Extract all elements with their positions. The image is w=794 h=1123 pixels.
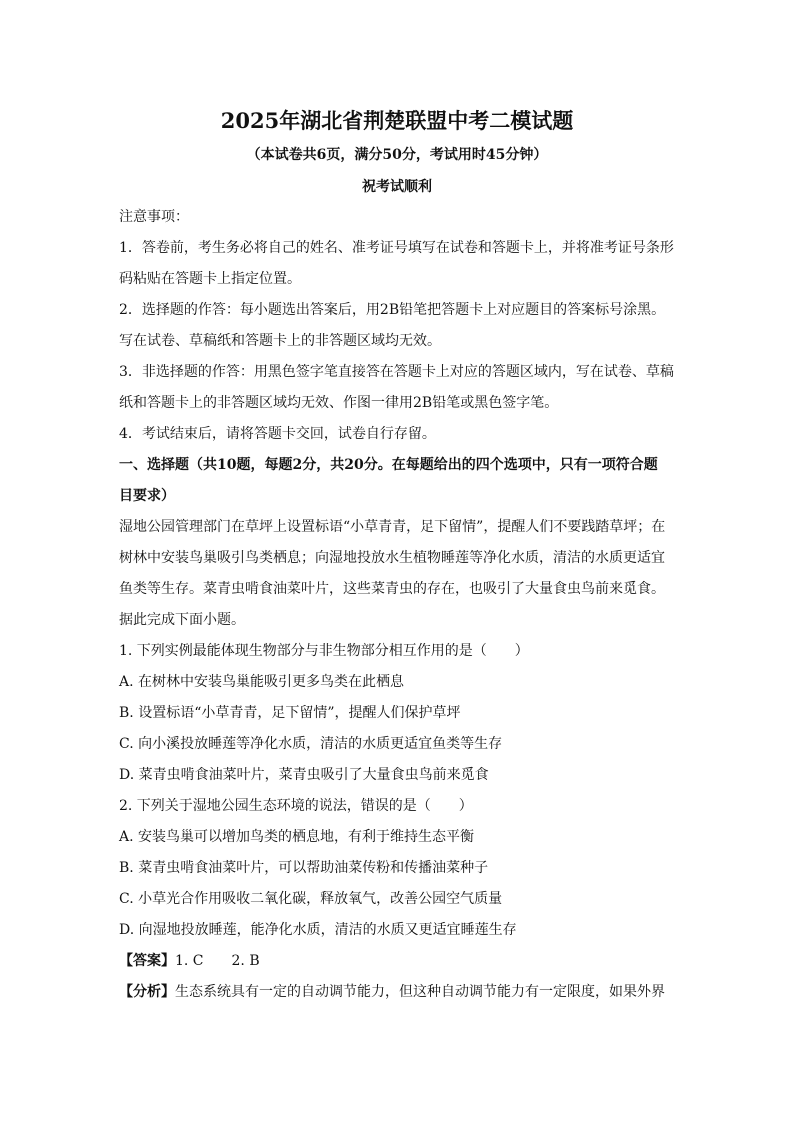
analysis-line [119, 977, 679, 1008]
note-line: 纸和答题卡上的非答题区域均无效、作图一律用2B铅笔或黑色签字笔。 [119, 395, 559, 411]
question-option: B. 菜青虫啃食油菜叶片，可以帮助油菜传粉和传播油菜种子 [119, 860, 489, 876]
good-luck-text: 祝考试顺利 [362, 179, 432, 195]
passage-line: 据此完成下面小题。 [119, 612, 245, 628]
answer-label: 【答案】 [119, 953, 175, 969]
note-line: 写在试卷、草稿纸和答题卡上的非答题区域均无效。 [119, 333, 441, 349]
exam-info-subtitle: （本试卷共6页，满分50分，考试用时45分钟） [246, 147, 548, 163]
note-line: 4．考试结束后，请将答题卡交回，试卷自行存留。 [119, 426, 436, 442]
passage-line: 鱼类等生存。菜青虫啃食油菜叶片，这些菜青虫的存在，也吸引了大量食虫鸟前来觅食。 [119, 581, 665, 597]
section-heading: 目要求） [119, 488, 175, 504]
document-body [119, 202, 679, 1008]
question-option: A. 在树林中安装鸟巢能吸引更多鸟类在此栖息 [119, 674, 405, 690]
passage-line: 树林中安装鸟巢吸引鸟类栖息；向湿地投放水生植物睡莲等净化水质，清洁的水质更适宜 [119, 550, 665, 566]
question-stem: 2. 下列关于湿地公园生态环境的说法，错误的是（ ） [119, 798, 473, 814]
section-heading: 一、选择题（共10题，每题2分，共20分。在每题给出的四个选项中，只有一项符合题 [119, 457, 658, 473]
question-option: D. 菜青虫啃食油菜叶片，菜青虫吸引了大量食虫鸟前来觅食 [119, 767, 489, 783]
question-option: C. 小草光合作用吸收二氧化碳，释放氧气，改善公园空气质量 [119, 891, 503, 907]
note-line: 1．答卷前，考生务必将自己的姓名、准考证号填写在试卷和答题卡上，并将准考证号条形 [119, 240, 674, 256]
notes-heading: 注意事项： [119, 209, 189, 225]
question-option: C. 向小溪投放睡莲等净化水质，清洁的水质更适宜鱼类等生存 [119, 736, 503, 752]
analysis-text: 生态系统具有一定的自动调节能力，但这种自动调节能力有一定限度，如果外界 [175, 984, 665, 1000]
question-option: D. 向湿地投放睡莲，能净化水质，清洁的水质又更适宜睡莲生存 [119, 922, 517, 938]
answer-text: 1. C 2. B [175, 953, 260, 969]
question-option: B. 设置标语“小草青青，足下留情”，提醒人们保护草坪 [119, 705, 461, 721]
note-line: 3．非选择题的作答：用黑色签字笔直接答在答题卡上对应的答题区域内，写在试卷、草稿 [119, 364, 674, 380]
question-option: A. 安装鸟巢可以增加鸟类的栖息地，有利于维持生态平衡 [119, 829, 475, 845]
analysis-label: 【分析】 [119, 984, 175, 1000]
answer-line [119, 946, 679, 977]
passage-line: 湿地公园管理部门在草坪上设置标语“小草青青，足下留情”，提醒人们不要践踏草坪；在 [119, 519, 666, 535]
note-line: 2．选择题的作答：每小题选出答案后，用2B铅笔把答题卡上对应题目的答案标号涂黑。 [119, 302, 666, 318]
page-title: 2025年湖北省荆楚联盟中考二模试题 [220, 108, 574, 133]
note-line: 码粘贴在答题卡上指定位置。 [119, 271, 301, 287]
question-stem: 1. 下列实例最能体现生物部分与非生物部分相互作用的是（ ） [119, 643, 529, 659]
